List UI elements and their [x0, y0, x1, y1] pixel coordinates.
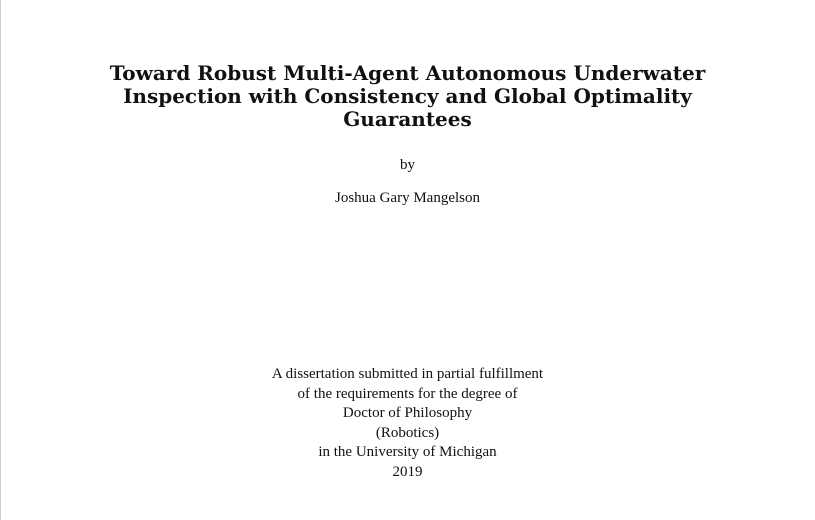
statement-line-1: A dissertation submitted in partial fulfillment — [271, 366, 544, 382]
statement-line-2: of the requirements for the degree of — [297, 385, 518, 402]
by-label: by — [400, 157, 415, 173]
institution: in the University of Michigan — [318, 444, 497, 460]
dissertation-title — [0, 62, 815, 131]
title-line-2: Inspection with Consistency and Global Optimality — [123, 84, 692, 108]
title-line-3: Guarantees — [343, 107, 472, 131]
degree-statement — [0, 365, 815, 482]
degree-field: (Robotics) — [375, 424, 440, 441]
degree-name: Doctor of Philosophy — [342, 405, 473, 421]
author-name: Joshua Gary Mangelson — [335, 190, 480, 206]
title-line-1: Toward Robust Multi-Agent Autonomous Underwater — [109, 61, 706, 85]
year: 2019 — [392, 463, 423, 480]
